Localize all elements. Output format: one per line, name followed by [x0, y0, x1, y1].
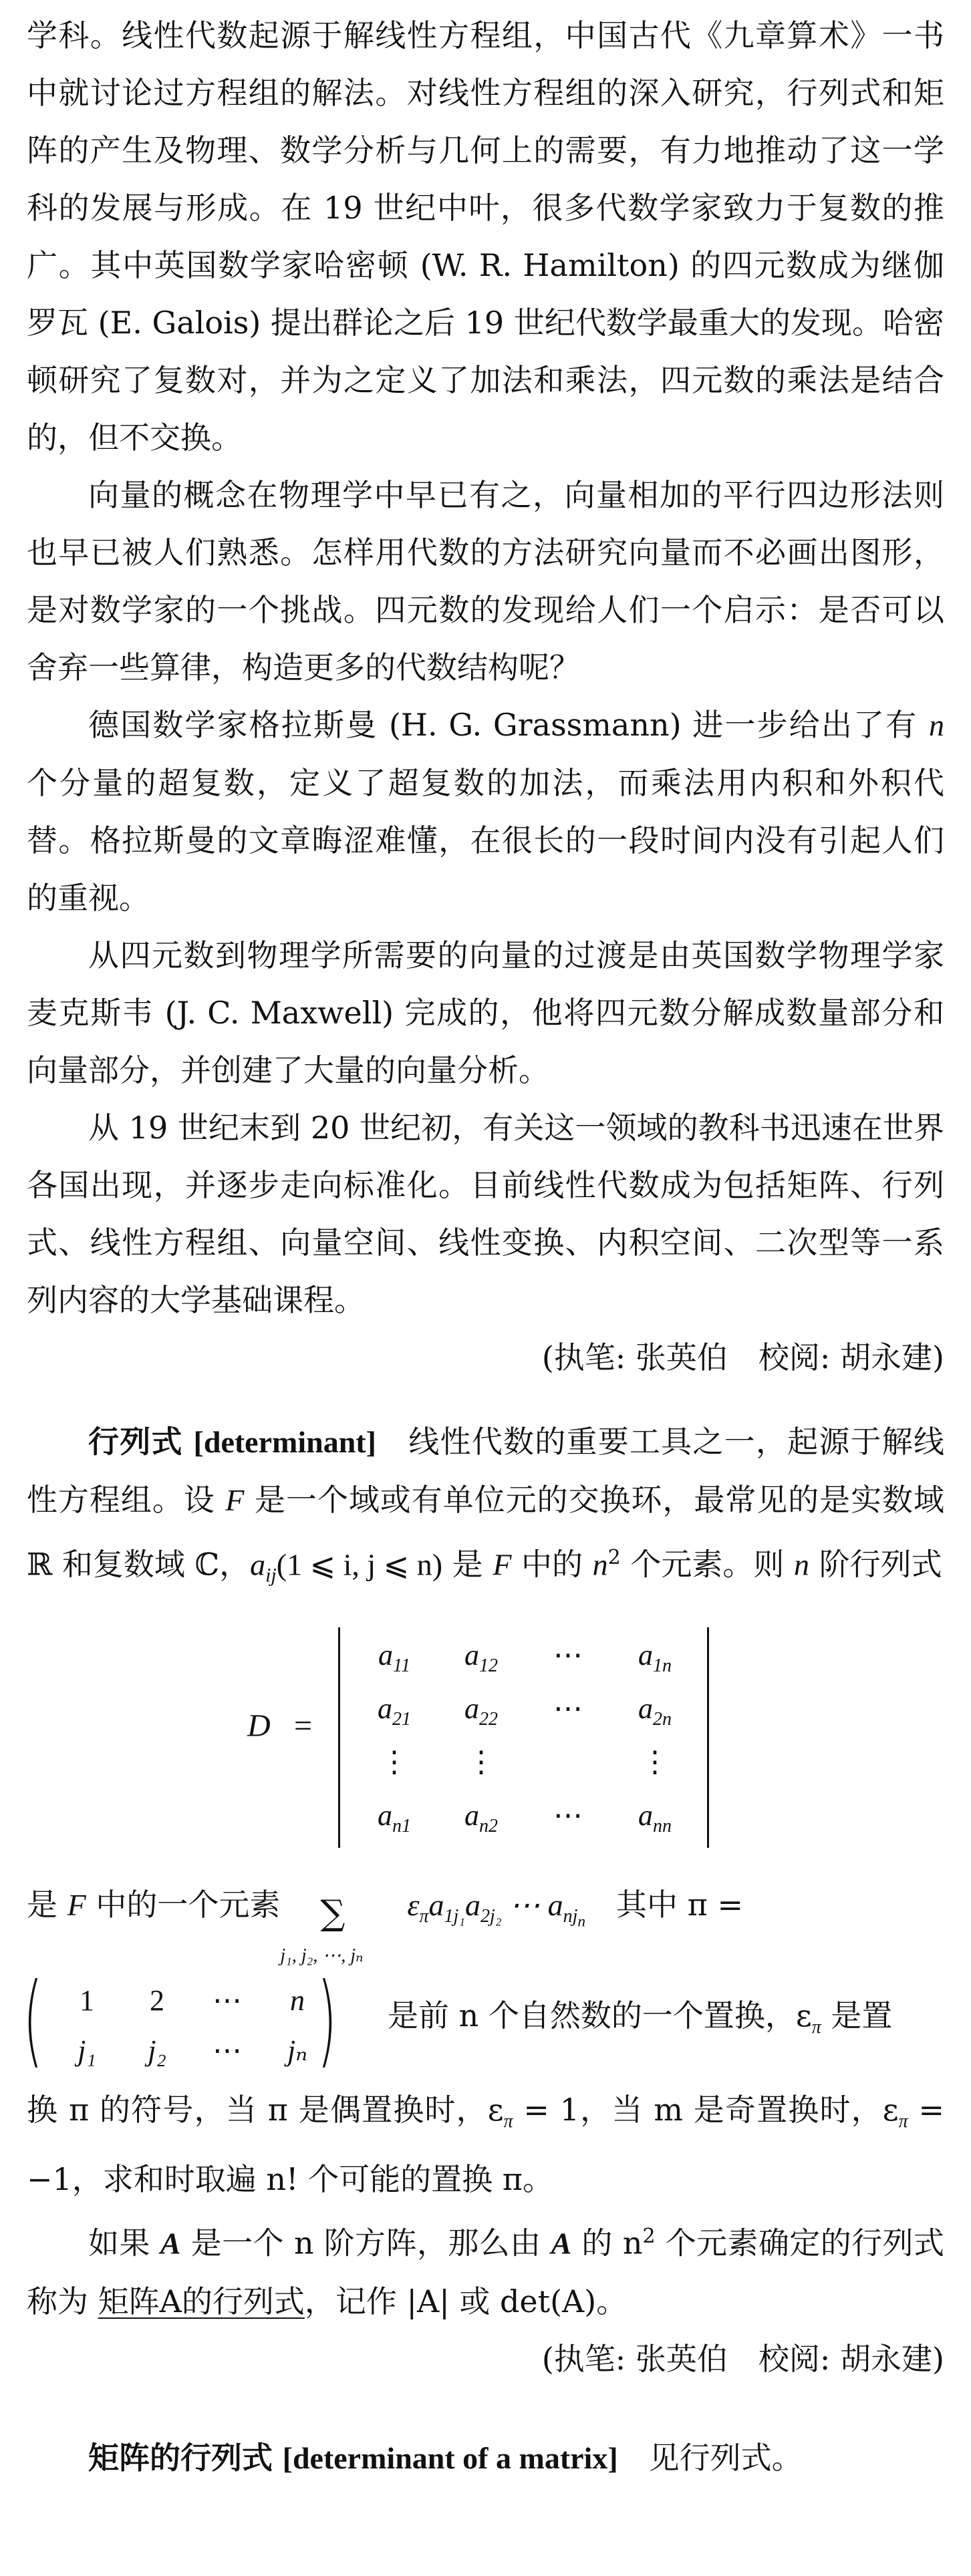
sum-expression: ∑ j₁, j₂, ⋯, jₙ [280, 1893, 364, 1966]
page [23, 7, 945, 2487]
entry-determinant-intro: 行列式 [determinant] 线性代数的重要工具之一，起源于解线性方程组。设 F 是一个域或有单位元的交换环，最常见的是实数域 ℝ 和复数域 ℂ，$a_{ij}(1$ ⩽ i, j ⩽ n) 是 F 中的 $n^2$ 个元素。则 n 阶行列式 [27, 1424, 945, 1587]
paragraph-history-4: 从四元数到物理学所需要的向量的过渡是由英国数学物理学家麦克斯韦 (J. C. Maxwell) 完成的，他将四元数分解成数量部分和向量部分，并创建了大量的向量分析。 [27, 937, 944, 1088]
perm-cell-2-3: ⋯ [213, 2034, 242, 2068]
det-label: D [247, 1708, 271, 1744]
signature-2: (执笔: 张英伯 校阅: 胡永建) [541, 2340, 944, 2377]
det-cell-4-2: $a_{n2}$ [464, 1798, 498, 1836]
entry-title-cn: 行列式 [88, 1424, 183, 1460]
det-cell-1-3: ⋯ [553, 1638, 583, 1671]
entry-determinant-matrix: 如果 A 是一个 n 阶方阵，那么由 A 的 $n^2$ 个元素确定的行列式称为 矩阵A的行列式，记作 |A| 或 det(A)。 [27, 2225, 944, 2319]
perm-cell-2-2: j₂ [148, 2034, 166, 2068]
det-cell-3-1: ⋮ [380, 1745, 409, 1778]
perm-cell-2-1: j₁ [78, 2034, 96, 2068]
entry-determinant-sign: 换 π 的符号，当 π 是偶置换时，$\varepsilon_\pi = 1$，当 m 是奇置换时，$\varepsilon_\pi = -1$，求和时取遍 n! 个可能的置换 π。 [27, 2092, 944, 2198]
det-cell-2-2: $a_{22}$ [464, 1692, 498, 1730]
det-bar-right [707, 1627, 709, 1848]
det-cell-4-3: ⋯ [553, 1798, 583, 1832]
entry-title-en: [determinant] [193, 1425, 376, 1459]
det-cell-1-2: $a_{12}$ [464, 1638, 498, 1676]
entry-matrix-determinant: 矩阵的行列式 [determinant of a matrix] 见行列式。 [88, 2439, 803, 2476]
det-equals: = [294, 1708, 313, 1744]
signature-1: (执笔: 张英伯 校阅: 胡永建) [541, 1339, 944, 1376]
det-cell-3-4: ⋮ [640, 1745, 670, 1778]
perm-cell-1-1: 1 [80, 1984, 94, 2018]
paragraph-history-5: 从 19 世纪末到 20 世纪初，有关这一领域的教科书迅速在世界各国出现，并逐步走向标准化。目前线性代数成为包括矩阵、行列式、线性方程组、向量空间、线性变换、内积空间、二次型等一系列内容的大学基础课程。 [27, 1110, 944, 1318]
det-cell-2-3: ⋯ [553, 1692, 583, 1725]
det-cell-2-1: $a_{21}$ [378, 1692, 411, 1730]
paragraph-history-3: 德国数学家格拉斯曼 (H. G. Grassmann) 进一步给出了有 n 个分量的超复数，定义了超复数的加法，而乘法用内积和外积代替。格拉斯曼的文章晦涩难懂，在很长的一段时间内没有引起人们的重视。 [27, 707, 944, 916]
perm-cell-1-3: ⋯ [213, 1984, 242, 2018]
det-cell-4-4: $a_{nn}$ [638, 1798, 672, 1836]
det-cell-1-4: $a_{1n}$ [638, 1638, 672, 1676]
entry2-title-cn: 矩阵的行列式 [88, 2439, 273, 2476]
det-cell-4-1: $a_{n1}$ [378, 1798, 411, 1836]
link-matrix-determinant[interactable]: 矩阵A的行列式 [98, 2283, 305, 2319]
entry-determinant-sum: 是 F 中的一个元素 ∑ j₁, j₂, ⋯, jₙ $\varepsilon_\pi a_{1j_1}a_{2j_2}$ ⋯ $a_{nj_n}$ 其中 π = [27, 1868, 944, 1959]
permutation-matrix: ( ) 1 2 ⋯ n j₁ j₂ ⋯ jₙ [23, 1962, 337, 2079]
det-cell-3-2: ⋮ [466, 1745, 496, 1778]
paragraph-history-1: 学科。线性代数起源于解线性方程组，中国古代《九章算术》一书中就讨论过方程组的解法。对线性方程组的深入研究，行列式和矩阵的产生及物理、数学分析与几何上的需要，有力地推动了这一学科的发展与形成。在 19 世纪中叶，很多代数学家致力于复数的推广。其中英国数学家哈密顿 (W. R. Hamilton) 的四元数成为继伽罗瓦 (E. Galois) 提出群论之后 19 世纪代数学最重大的发现。哈密顿研究了复数对，并为之定义了加法和乘法，四元数的乘法是结合的，但不交换。 [27, 17, 944, 456]
permutation-line [23, 1958, 944, 2081]
perm-cell-1-2: 2 [150, 1984, 164, 2018]
entry2-title-en: [determinant of a matrix] [282, 2440, 618, 2475]
paragraph-history-2: 向量的概念在物理学中早已有之，向量相加的平行四边形法则也早已被人们熟悉。怎样用代数的方法研究向量而不必画出图形，是对数学家的一个挑战。四元数的发现给人们一个启示：是否可以舍弃一些算律，构造更多的代数结构呢？ [27, 477, 944, 685]
permutation-desc: 是前 n 个自然数的一个置换，$\varepsilon_\pi$ 是置 [388, 1997, 893, 2038]
determinant-display [27, 1614, 944, 1861]
det-cell-1-1: $a_{11}$ [378, 1638, 410, 1676]
perm-cell-2-4: jₙ [287, 2034, 308, 2068]
det-bar-left [338, 1627, 340, 1848]
det-cell-2-4: $a_{2n}$ [638, 1692, 672, 1730]
perm-cell-1-4: n [290, 1984, 305, 2018]
